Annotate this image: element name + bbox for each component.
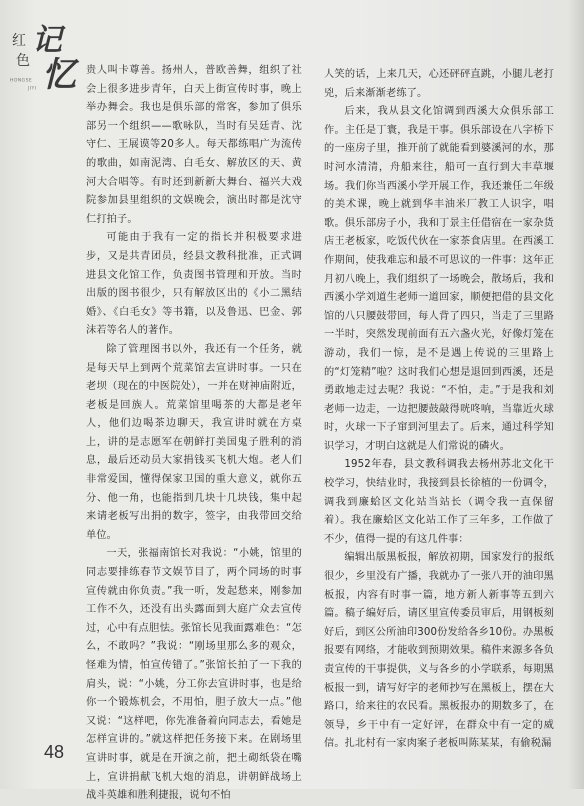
header-small-char-2: 色: [16, 53, 30, 69]
page-number: 48: [44, 742, 65, 762]
section-header-logo: [6, 8, 96, 98]
paragraph: 后来，我从县文化馆调到西溪大众俱乐部工作。主任是丁寰，我是干事。俱乐部设在八字桥下的一座房子里，推开前了就能看到婆溪河的水，那时河水清清，舟船来往，船可一直行到大丰草堰场。我们你当西溪小学开展工作，我还兼任二年级的美术课，晚上就到华丰油米厂教工人识字，唱歌。俱乐部房子小，我和丁景主任借宿在一家杂货店王老板家，吃饭代伙在一家茶食店里。在西溪工作期间，使我难忘和最不可思议的一件事：这年正月初八晚上，我们组织了一场晚会，散场后，我和西溪小学刘道生老师一道回家，顺便把借的县文化馆的八只腰鼓带回，每人背了四只，当走了三里路一半时，突然发现前面有五六盏火光，好像灯笼在游动，我们一惊，是不是遇上传说的三里路上的“灯笼精”啦？这时我们心想是退回到西溪，还是勇敢地走过去呢？我说：“不怕，走。”于是我和刘老师一边走，一边把腰鼓敲得咣咚响，当靠近火球时，火球一下子窜到河里去了。后来，通过科学知识学习，才明白这就是人们常说的磷火。: [324, 106, 554, 452]
header-small-char-1: 红: [12, 33, 26, 49]
paragraph: 可能由于我有一定的指长并积极要求进步，又是共青团员，经县文教科批准，正式调进县文化馆工作，负责图书管理和开放。当时出版的图书很少，只有解放区出的《小二黑结婚》、《白毛女》等书籍，以及鲁迅、巴金、郭沫若等名人的著作。: [86, 232, 302, 337]
paragraph: 1952年春，县文教科调我去杨州苏北文化干校学习，快结业时，我接到县长徐植的一份调令，调我到廉蛤区文化站当站长（调令我一直保留着）。我在廉蛤区文化站工作了三年多，工作做了不少，值得一提的有这几件事：: [324, 459, 554, 545]
header-big-char-1: 记: [32, 23, 62, 58]
left-text-column: [86, 62, 302, 806]
header-big-char-2: 忆: [42, 55, 76, 95]
right-text-column: [324, 66, 554, 754]
page-spine-shadow: [568, 0, 584, 789]
header-pinyin-2: JIYI: [28, 86, 37, 92]
paragraph: 一天，张福南馆长对我说：“小姚，馆里的同志要排练春节文娱节目了，两个同场的时事宣传就由你负责。”我一听，发起愁来，刚参加工作不久，还没有出头露面到大庭广众去宣传过，心中有点胆怯。张馆长见我面露难色：“怎么，不敢吗？”我说：“刚场里那么多的观众，怪难为情，怕宣传错了。”张馆长拍了一下我的肩头，说：“小姚，分工你去宣讲时事，也是给你一个锻炼机会，不用怕，胆子放大一点。”他又说：“这样吧，你先准备着向同志去，看她是怎样宣讲的。”就这样把任务接下来。在剧场里宣讲时事，就是在开演之前，把土砌纸袋在嘴上，宣讲捐献飞机大炮的消息，讲朝鲜战场上战斗英雄和胜利捷报，说句不怕: [86, 548, 302, 802]
paragraph: 编辑出版黑板报，解放初期，国家发行的报纸很少，乡里没有广播，我就办了一张八开的油印黑板报，内容有时事一篇，地方新人新事等五到六篇。稿子编好后，请区里宣传委员审后，用钢板刻好后，到区公所油印300份发给各乡10份。办黑板报要有网络，才能收到预期效果。稿件来源多各负责宣传的干事提供，义与各乡的小学联系，每期黑板报一到，请写好字的老师抄写在黑板上，摆在大路口，给来往的农民看。黑板报办的期数多了，在领导，乡干中有一定好评，在群众中有一定的威信。扎北村有一家肉案子老板叫陈某某，有偷税漏: [324, 552, 554, 750]
paragraph: 人笑的话，上来几天，心还砰砰直跳，小腿儿老打兇，后来渐渐老练了。: [324, 69, 554, 99]
paragraph: 贵人叫卡尊善。扬州人，普欧善舞，组织了社会上很多进步青年，白天上街宣传时事，晚上举办舞会。我也是俱乐部的常客，参加了俱乐部另一个组织——歌咏队，当时有吴廷青、沈守仁、王展谟等20多人。每天都练唱广为流传的歌曲，如南泥湾、白毛女、解放区的天、黄河大合唱等。有时还到新新大舞台、福兴大戏院参加县里组织的文娱晚会，演出时都是沈守仁打拍子。: [86, 65, 302, 225]
header-pinyin-1: HONGSE: [10, 78, 33, 84]
paragraph: 除了管理图书以外，我还有一个任务，就是每天早上到两个荒菜馆去宣讲时事。一只在老坝（现在的中医院处），一并在财神庙附近，老板是回族人。荒菜馆里喝茶的大都是老年人，他们边喝茶边聊天，我宣讲时就在方桌上，讲的是志愿军在朝鲜打美国鬼子胜利的消息，最后还动员大家捐钱买飞机大炮。老人们非常爱国，懂得保家卫国的重大意义，就你五分、他一角，也能指到几块十几块钱，集中起来请老板写出捐的数字，签字，由我带回交给单位。: [86, 343, 302, 541]
